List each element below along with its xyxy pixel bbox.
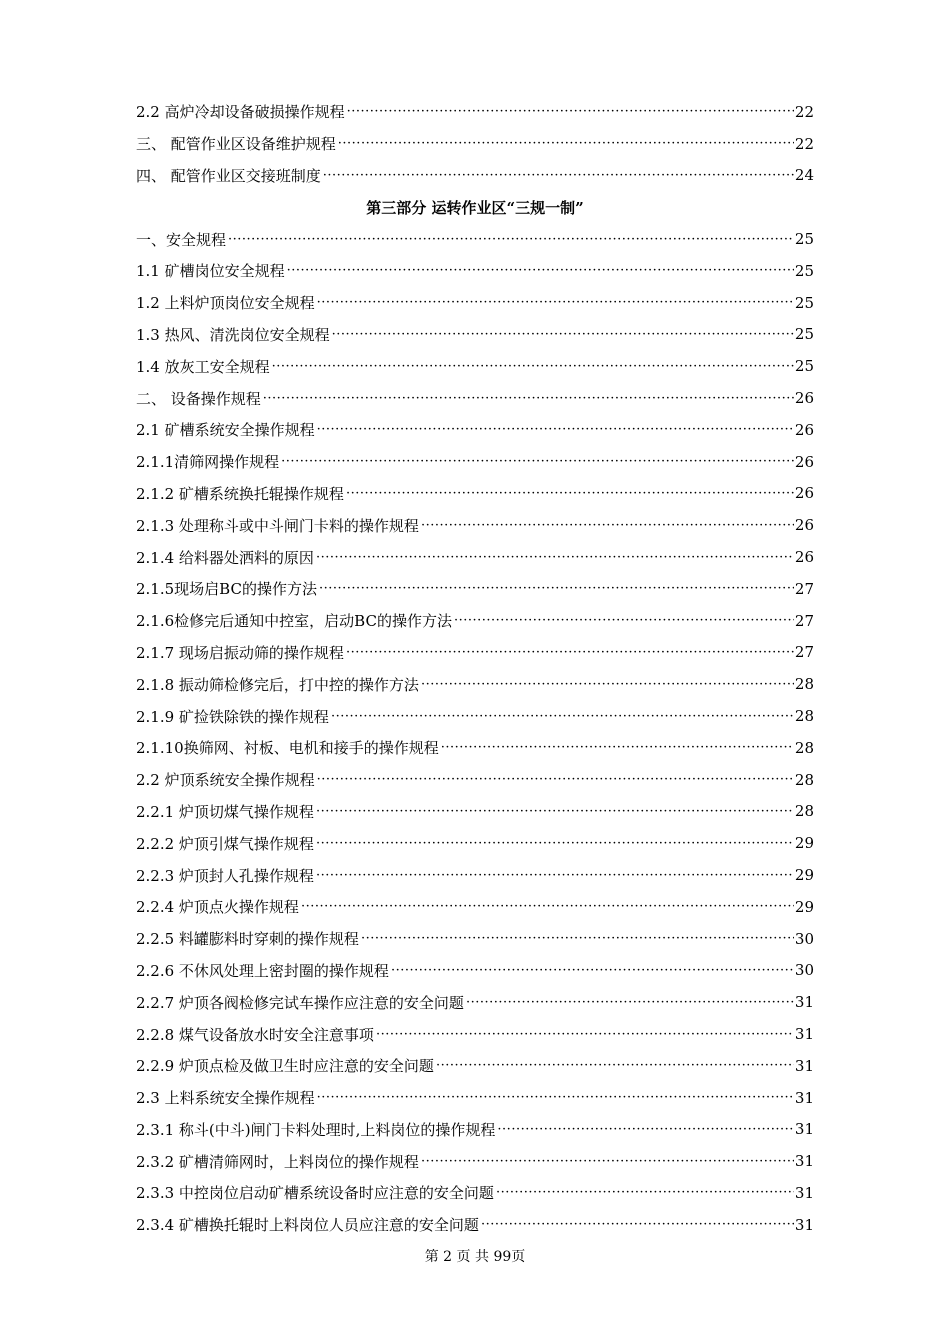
toc-entry-label: 2.2.3 炉顶封人孔操作规程	[136, 866, 314, 885]
toc-entry	[136, 1177, 814, 1209]
dot-leader	[421, 518, 794, 533]
toc-entry	[136, 700, 814, 732]
toc-entry	[136, 350, 814, 382]
toc-entry-label: 1.1 矿槽岗位安全规程	[136, 262, 285, 281]
toc-entry-page-number: 26	[794, 389, 814, 408]
dot-leader	[338, 136, 794, 151]
dot-leader	[317, 772, 794, 787]
toc-entry-label: 2.2.7 炉顶各阀检修完试车操作应注意的安全问题	[136, 993, 464, 1012]
dot-leader	[332, 327, 794, 342]
toc-entry	[136, 955, 814, 987]
toc-entry-label: 2.1.7 现场启振动筛的操作规程	[136, 643, 344, 662]
toc-entry-label: 1.2 上料炉顶岗位安全规程	[136, 294, 315, 313]
dot-leader	[316, 868, 794, 883]
toc-entry	[136, 1082, 814, 1114]
toc-entry	[136, 1209, 814, 1241]
toc-entry-page-number: 28	[794, 707, 814, 726]
toc-entry-label: 2.2.2 炉顶引煤气操作规程	[136, 834, 314, 853]
toc-entry-label: 2.3.2 矿槽清筛网时，上料岗位的操作规程	[136, 1152, 419, 1171]
dot-leader	[317, 422, 794, 437]
toc-entry-label: 2.2.5 料罐膨料时穿刺的操作规程	[136, 930, 359, 949]
toc-entry	[136, 637, 814, 669]
toc-entry	[136, 891, 814, 923]
toc-entry-label: 一、安全规程	[136, 230, 227, 249]
toc-entry-label: 2.1.4 给料器处洒料的原因	[136, 548, 314, 567]
toc-entry-page-number: 24	[794, 166, 814, 185]
toc-entry-label: 2.2 炉顶系统安全操作规程	[136, 771, 315, 790]
dot-leader	[316, 804, 794, 819]
toc-entry	[136, 764, 814, 796]
toc-entry-page-number: 25	[794, 325, 814, 344]
toc-entry	[136, 255, 814, 287]
toc-entry	[136, 668, 814, 700]
toc-entry	[136, 414, 814, 446]
toc-entry	[136, 382, 814, 414]
toc-entry-label: 2.2.1 炉顶切煤气操作规程	[136, 802, 314, 821]
dot-leader	[272, 359, 794, 374]
dot-leader	[497, 1122, 793, 1137]
dot-leader	[376, 1027, 794, 1042]
toc-entry-label: 1.3 热风、清洗岗位安全规程	[136, 325, 330, 344]
toc-entry-page-number: 31	[794, 1120, 814, 1139]
toc-entry-label: 2.2.4 炉顶点火操作规程	[136, 898, 299, 917]
dot-leader	[441, 740, 794, 755]
toc-entry-page-number: 26	[794, 516, 814, 535]
toc-entry-page-number: 26	[794, 548, 814, 567]
toc-entry	[136, 732, 814, 764]
toc-entry-page-number: 22	[794, 134, 814, 153]
toc-entry-page-number: 31	[794, 1056, 814, 1075]
toc-entry-label: 2.2.6 不休风处理上密封圈的操作规程	[136, 961, 389, 980]
toc-entry-page-number: 31	[794, 1183, 814, 1202]
toc-entry-label: 2.1.3 处理称斗或中斗闸门卡料的操作规程	[136, 516, 419, 535]
toc-entry-page-number: 25	[794, 230, 814, 249]
toc-entry	[136, 223, 814, 255]
toc-entry-page-number: 25	[794, 261, 814, 280]
dot-leader	[317, 1090, 794, 1105]
toc-entry-label: 2.1 矿槽系统安全操作规程	[136, 421, 315, 440]
table-of-contents	[136, 96, 814, 1241]
toc-entry-page-number: 31	[794, 1088, 814, 1107]
toc-entry-page-number: 31	[794, 1152, 814, 1171]
toc-entry-page-number: 28	[794, 738, 814, 757]
dot-leader	[421, 677, 794, 692]
toc-entry-label: 2.1.6检修完后通知中控室，启动BC的操作方法	[136, 612, 452, 631]
dot-leader	[317, 295, 794, 310]
toc-entry	[136, 96, 814, 128]
toc-entry	[136, 128, 814, 160]
toc-entry-label: 2.1.5现场启BC的操作方法	[136, 580, 317, 599]
toc-entry	[136, 923, 814, 955]
toc-entry-label: 2.3.4 矿槽换托辊时上料岗位人员应注意的安全问题	[136, 1216, 479, 1235]
toc-entry-page-number: 31	[794, 993, 814, 1012]
toc-entry-page-number: 31	[794, 1215, 814, 1234]
dot-leader	[361, 931, 794, 946]
toc-entry-page-number: 29	[794, 897, 814, 916]
dot-leader	[496, 1185, 794, 1200]
toc-entry	[136, 605, 814, 637]
toc-entry-label: 2.2.9 炉顶点检及做卫生时应注意的安全问题	[136, 1057, 434, 1076]
dot-leader	[301, 899, 794, 914]
toc-entry-label: 2.3.3 中控岗位启动矿槽系统设备时应注意的安全问题	[136, 1184, 494, 1203]
toc-entry-page-number: 25	[794, 357, 814, 376]
toc-entry-page-number: 28	[794, 802, 814, 821]
toc-entry-page-number: 26	[794, 420, 814, 439]
toc-entry-label: 2.3 上料系统安全操作规程	[136, 1089, 315, 1108]
toc-entry	[136, 1114, 814, 1146]
toc-entry-label: 2.2.8 煤气设备放水时安全注意事项	[136, 1025, 374, 1044]
toc-entry-label: 2.1.8 振动筛检修完后，打中控的操作方法	[136, 675, 419, 694]
dot-leader	[481, 1217, 794, 1232]
toc-entry-page-number: 30	[794, 961, 814, 980]
toc-entry	[136, 1018, 814, 1050]
toc-entry-label: 三、 配管作业区设备维护规程	[136, 135, 336, 154]
toc-entry	[136, 796, 814, 828]
dot-leader	[331, 709, 794, 724]
toc-entry-label: 二、 设备操作规程	[136, 389, 261, 408]
page-footer: 第 2 页 共 99页	[424, 1249, 526, 1265]
toc-entry	[136, 859, 814, 891]
dot-leader	[316, 836, 794, 851]
toc-entry	[136, 446, 814, 478]
dot-leader	[346, 645, 794, 660]
dot-leader	[287, 263, 794, 278]
dot-leader	[454, 613, 794, 628]
toc-entry-page-number: 28	[794, 770, 814, 789]
toc-entry	[136, 1050, 814, 1082]
toc-entry-page-number: 28	[794, 675, 814, 694]
toc-entry-label: 四、 配管作业区交接班制度	[136, 166, 321, 185]
toc-entry-label: 1.4 放灰工安全规程	[136, 357, 270, 376]
dot-leader	[436, 1058, 794, 1073]
toc-entry-label: 2.1.2 矿槽系统换托辊操作规程	[136, 484, 344, 503]
toc-entry-page-number: 26	[794, 452, 814, 471]
toc-entry-page-number: 30	[794, 929, 814, 948]
toc-entry-page-number: 31	[794, 1025, 814, 1043]
toc-entry	[136, 1145, 814, 1177]
dot-leader	[316, 550, 794, 565]
dot-leader	[319, 581, 794, 596]
toc-entry-page-number: 26	[794, 484, 814, 503]
toc-entry-page-number: 27	[794, 643, 814, 662]
dot-leader	[346, 486, 794, 501]
dot-leader	[263, 391, 794, 406]
toc-entry-label: 2.1.1清筛网操作规程	[136, 453, 280, 472]
dot-leader	[281, 454, 794, 469]
toc-entry-label: 2.2 高炉冷却设备破损操作规程	[136, 103, 345, 122]
toc-entry	[136, 478, 814, 510]
toc-entry-label: 2.3.1 称斗(中斗)闸门卡料处理时,上料岗位的操作规程	[136, 1120, 496, 1139]
toc-entry	[136, 287, 814, 319]
toc-entry	[136, 319, 814, 351]
toc-entry-label: 2.1.9 矿捡铁除铁的操作规程	[136, 707, 329, 726]
toc-entry	[136, 509, 814, 541]
dot-leader	[391, 963, 794, 978]
toc-entry	[136, 160, 814, 192]
dot-leader	[421, 1154, 794, 1169]
toc-entry-page-number: 29	[794, 866, 814, 885]
dot-leader	[347, 104, 794, 119]
toc-entry-page-number: 25	[794, 293, 814, 312]
toc-entry	[136, 573, 814, 605]
dot-leader	[466, 995, 794, 1010]
toc-entry-page-number: 27	[794, 579, 814, 598]
toc-entry-page-number: 27	[794, 611, 814, 630]
dot-leader	[228, 232, 794, 247]
toc-entry-page-number: 22	[794, 102, 814, 121]
toc-entry-label: 2.1.10换筛网、衬板、电机和接手的操作规程	[136, 739, 439, 758]
dot-leader	[323, 168, 794, 183]
toc-entry	[136, 827, 814, 859]
toc-entry-page-number: 29	[794, 834, 814, 853]
section-heading: 第三部分 运转作业区“三规一制”	[366, 198, 584, 217]
toc-entry	[136, 986, 814, 1018]
toc-entry	[136, 541, 814, 573]
